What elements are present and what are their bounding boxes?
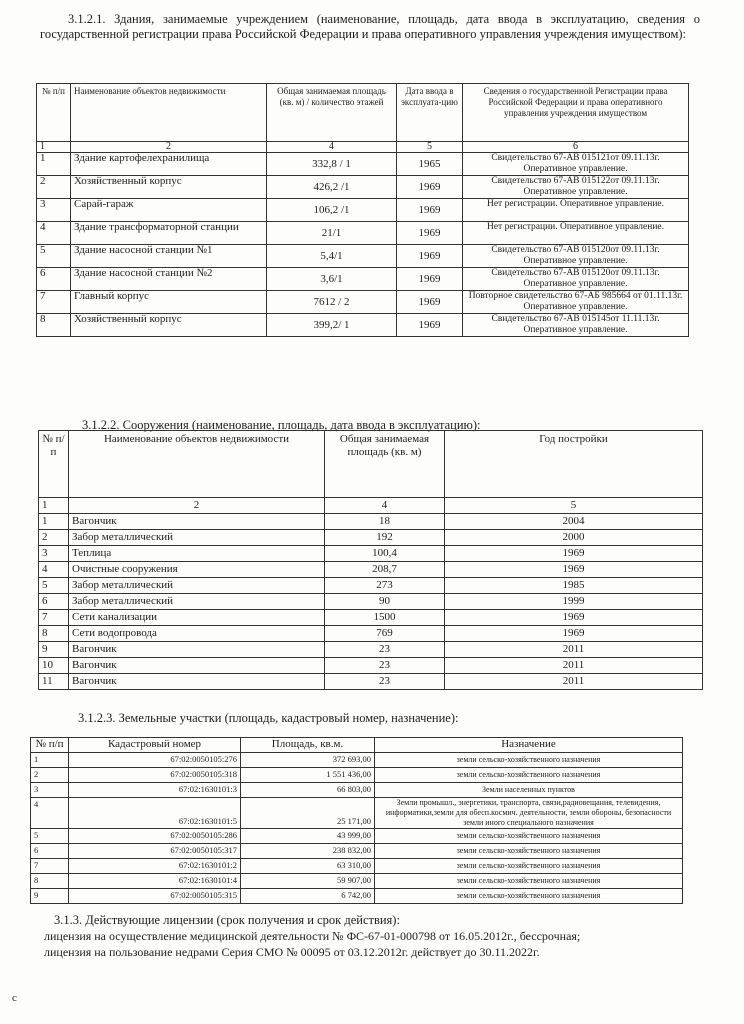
area: 100,4 xyxy=(325,546,445,562)
row-number: 2 xyxy=(39,530,69,546)
object-name: Здание трансформаторной станции xyxy=(71,222,267,245)
object-name: Сети водопровода xyxy=(69,626,325,642)
table-row xyxy=(39,578,703,594)
area: 769 xyxy=(325,626,445,642)
row-number: 7 xyxy=(37,291,71,314)
table-row xyxy=(31,798,683,829)
build-year: 2000 xyxy=(445,530,703,546)
build-year: 1985 xyxy=(445,578,703,594)
purpose: Земли населенных пунктов xyxy=(375,783,683,798)
build-year: 2011 xyxy=(445,674,703,690)
area-floors: 5,4/1 xyxy=(267,245,397,268)
commission-year: 1969 xyxy=(397,199,463,222)
commission-year: 1969 xyxy=(397,268,463,291)
build-year: 2011 xyxy=(445,642,703,658)
registration-info: Свидетельство 67-АВ 015121от 09.11.13г. Оперативное управление. xyxy=(463,153,689,176)
table-row xyxy=(31,859,683,874)
area: 1500 xyxy=(325,610,445,626)
header-cell: Общая занимаемая площадь (кв. м) xyxy=(325,431,445,498)
table-row xyxy=(31,889,683,904)
area: 43 999,00 xyxy=(241,829,375,844)
column-number: 5 xyxy=(397,142,463,153)
area-floors: 3,6/1 xyxy=(267,268,397,291)
object-name: Сарай-гараж xyxy=(71,199,267,222)
table-row xyxy=(39,594,703,610)
header-cell: Назначение xyxy=(375,738,683,753)
object-name: Хозяйственный корпус xyxy=(71,176,267,199)
commission-year: 1969 xyxy=(397,245,463,268)
area: 90 xyxy=(325,594,445,610)
purpose: земли сельско-хозяйственного назначения xyxy=(375,889,683,904)
area-floors: 399,2/ 1 xyxy=(267,314,397,337)
table-row xyxy=(37,199,689,222)
table-row xyxy=(31,829,683,844)
object-name: Хозяйственный корпус xyxy=(71,314,267,337)
section-heading-land-plots: 3.1.2.3. Земельные участки (площадь, кадастровый номер, назначение): xyxy=(78,711,459,725)
purpose: земли сельско-хозяйственного назначения xyxy=(375,844,683,859)
area: 25 171,00 xyxy=(241,798,375,829)
area: 18 xyxy=(325,514,445,530)
row-number: 8 xyxy=(31,874,69,889)
area: 6 742,00 xyxy=(241,889,375,904)
commission-year: 1969 xyxy=(397,291,463,314)
object-name: Забор металлический xyxy=(69,578,325,594)
area: 59 907,00 xyxy=(241,874,375,889)
purpose: земли сельско-хозяйственного назначения xyxy=(375,768,683,783)
section-heading-structures: 3.1.2.2. Сооружения (наименование, площадь, дата ввода в эксплуатацию): xyxy=(82,418,481,432)
registration-info: Свидетельство 67-АВ 015120от 09.11.13г. Оперативное управление. xyxy=(463,268,689,291)
object-name: Теплица xyxy=(69,546,325,562)
header-cell: Год постройки xyxy=(445,431,703,498)
row-number: 11 xyxy=(39,674,69,690)
header-cell: Сведения о государственной Регистрации права Российской Федерации и права оперативного управления учреждения имуществом xyxy=(463,84,689,142)
table-row xyxy=(37,291,689,314)
object-name: Забор металлический xyxy=(69,594,325,610)
page-corner-mark: с xyxy=(12,992,17,1004)
cadastral-number: 67:02:1630101:4 xyxy=(69,874,241,889)
row-number: 6 xyxy=(31,844,69,859)
row-number: 2 xyxy=(37,176,71,199)
header-cell: Наименование объектов недвижимости xyxy=(71,84,267,142)
area-floors: 21/1 xyxy=(267,222,397,245)
object-name: Очистные сооружения xyxy=(69,562,325,578)
table-row xyxy=(39,530,703,546)
row-number: 4 xyxy=(31,798,69,829)
registration-info: Нет регистрации. Оперативное управление. xyxy=(463,222,689,245)
object-name: Вагончик xyxy=(69,514,325,530)
row-number: 1 xyxy=(39,514,69,530)
table-header-row xyxy=(31,738,683,753)
area-floors: 426,2 /1 xyxy=(267,176,397,199)
area-floors: 106,2 /1 xyxy=(267,199,397,222)
column-number: 4 xyxy=(267,142,397,153)
build-year: 2004 xyxy=(445,514,703,530)
area: 63 310,00 xyxy=(241,859,375,874)
table-row xyxy=(37,153,689,176)
purpose: земли сельско-хозяйственного назначения xyxy=(375,859,683,874)
purpose: земли сельско-хозяйственного назначения xyxy=(375,753,683,768)
table-row xyxy=(31,783,683,798)
cadastral-number: 67:02:1630101:5 xyxy=(69,798,241,829)
object-name: Вагончик xyxy=(69,674,325,690)
license-line: лицензия на пользование недрами Серия СМО № 00095 от 03.12.2012г. действует до 30.11.2022г. xyxy=(44,945,540,959)
purpose: Земли промышл., энергетики, транспорта, связи,радиовещания, телевидения, информатики,земли для обесп.космич. деятельности, земли обороны, безопасности земли иного специального назначения xyxy=(375,798,683,829)
cadastral-number: 67:02:0050105:318 xyxy=(69,768,241,783)
area-floors: 7612 / 2 xyxy=(267,291,397,314)
row-number: 6 xyxy=(39,594,69,610)
cadastral-number: 67:02:0050105:315 xyxy=(69,889,241,904)
buildings-table xyxy=(36,83,689,337)
commission-year: 1969 xyxy=(397,176,463,199)
row-number: 7 xyxy=(39,610,69,626)
row-number: 3 xyxy=(31,783,69,798)
row-number: 2 xyxy=(31,768,69,783)
table-row xyxy=(37,314,689,337)
table-row xyxy=(31,874,683,889)
column-number: 2 xyxy=(69,498,325,514)
header-cell: Наименование объектов недвижимости xyxy=(69,431,325,498)
object-name: Главный корпус xyxy=(71,291,267,314)
area: 208,7 xyxy=(325,562,445,578)
cadastral-number: 67:02:0050105:286 xyxy=(69,829,241,844)
table-row xyxy=(39,514,703,530)
build-year: 1969 xyxy=(445,626,703,642)
table-row xyxy=(39,674,703,690)
object-name: Здание насосной станции №1 xyxy=(71,245,267,268)
object-name: Здание картофелехранилища xyxy=(71,153,267,176)
header-cell: № п/п xyxy=(39,431,69,498)
object-name: Вагончик xyxy=(69,658,325,674)
area: 372 693,00 xyxy=(241,753,375,768)
table-row xyxy=(37,245,689,268)
table-header-row xyxy=(39,431,703,498)
registration-info: Свидетельство 67-АВ 015120от 09.11.13г. Оперативное управление. xyxy=(463,245,689,268)
row-number: 5 xyxy=(37,245,71,268)
row-number: 5 xyxy=(31,829,69,844)
table-row xyxy=(37,176,689,199)
object-name: Здание насосной станции №2 xyxy=(71,268,267,291)
table-row xyxy=(31,768,683,783)
object-name: Забор металлический xyxy=(69,530,325,546)
row-number: 1 xyxy=(37,153,71,176)
row-number: 8 xyxy=(37,314,71,337)
area: 23 xyxy=(325,674,445,690)
registration-info: Свидетельство 67-АВ 015122от 09.11.13г. Оперативное управление. xyxy=(463,176,689,199)
build-year: 1969 xyxy=(445,562,703,578)
table-row xyxy=(39,658,703,674)
area-floors: 332,8 / 1 xyxy=(267,153,397,176)
table-row xyxy=(31,844,683,859)
area: 23 xyxy=(325,642,445,658)
row-number: 7 xyxy=(31,859,69,874)
section-heading-buildings: 3.1.2.1. Здания, занимаемые учреждением (наименование, площадь, дата ввода в эксплуатацию, сведения о государственной регистрации права Российской Федерации и права оперативного управления учреждения имуществом): xyxy=(40,12,700,41)
commission-year: 1969 xyxy=(397,222,463,245)
object-name: Вагончик xyxy=(69,642,325,658)
registration-info: Нет регистрации. Оперативное управление. xyxy=(463,199,689,222)
column-number: 6 xyxy=(463,142,689,153)
land-plots-table xyxy=(30,737,683,904)
license-line: лицензия на осуществление медицинской деятельности № ФС-67-01-000798 от 16.05.2012г., бессрочная; xyxy=(44,929,581,943)
build-year: 2011 xyxy=(445,658,703,674)
table-row xyxy=(39,546,703,562)
table-row xyxy=(37,222,689,245)
area: 23 xyxy=(325,658,445,674)
row-number: 4 xyxy=(39,562,69,578)
row-number: 3 xyxy=(37,199,71,222)
purpose: земли сельско-хозяйственного назначения xyxy=(375,829,683,844)
column-number: 4 xyxy=(325,498,445,514)
registration-info: Свидетельство 67-АВ 015145от 11.11.13г. Оперативное управление. xyxy=(463,314,689,337)
row-number: 9 xyxy=(39,642,69,658)
table-row xyxy=(39,562,703,578)
column-number: 5 xyxy=(445,498,703,514)
build-year: 1999 xyxy=(445,594,703,610)
table-row xyxy=(31,753,683,768)
header-cell: Дата ввода в эксплуата-цию xyxy=(397,84,463,142)
row-number: 6 xyxy=(37,268,71,291)
column-number: 1 xyxy=(37,142,71,153)
row-number: 10 xyxy=(39,658,69,674)
table-row xyxy=(39,642,703,658)
table-row xyxy=(39,610,703,626)
row-number: 8 xyxy=(39,626,69,642)
object-name: Сети канализации xyxy=(69,610,325,626)
build-year: 1969 xyxy=(445,546,703,562)
cadastral-number: 67:02:1630101:2 xyxy=(69,859,241,874)
registration-info: Повторное свидетельство 67-АБ 985664 от 01.11.13г. Оперативное управление. xyxy=(463,291,689,314)
column-numbering-row xyxy=(39,498,703,514)
area: 273 xyxy=(325,578,445,594)
area: 1 551 436,00 xyxy=(241,768,375,783)
cadastral-number: 67:02:1630101:3 xyxy=(69,783,241,798)
row-number: 1 xyxy=(31,753,69,768)
header-cell: № п/п xyxy=(37,84,71,142)
column-numbering-row xyxy=(37,142,689,153)
header-cell: Общая занимаемая площадь (кв. м) / количество этажей xyxy=(267,84,397,142)
section-heading-licenses: 3.1.3. Действующие лицензии (срок получения и срок действия): xyxy=(54,913,400,927)
build-year: 1969 xyxy=(445,610,703,626)
commission-year: 1965 xyxy=(397,153,463,176)
row-number: 9 xyxy=(31,889,69,904)
area: 238 832,00 xyxy=(241,844,375,859)
column-number: 1 xyxy=(39,498,69,514)
commission-year: 1969 xyxy=(397,314,463,337)
header-cell: № п/п xyxy=(31,738,69,753)
header-cell: Кадастровый номер xyxy=(69,738,241,753)
header-cell: Площадь, кв.м. xyxy=(241,738,375,753)
table-header-row xyxy=(37,84,689,142)
row-number: 3 xyxy=(39,546,69,562)
area: 66 803,00 xyxy=(241,783,375,798)
table-row xyxy=(37,268,689,291)
table-row xyxy=(39,626,703,642)
area: 192 xyxy=(325,530,445,546)
column-number: 2 xyxy=(71,142,267,153)
structures-table xyxy=(38,430,703,690)
cadastral-number: 67:02:0050105:276 xyxy=(69,753,241,768)
row-number: 4 xyxy=(37,222,71,245)
purpose: земли сельско-хозяйственного назначения xyxy=(375,874,683,889)
row-number: 5 xyxy=(39,578,69,594)
cadastral-number: 67:02:0050105:317 xyxy=(69,844,241,859)
